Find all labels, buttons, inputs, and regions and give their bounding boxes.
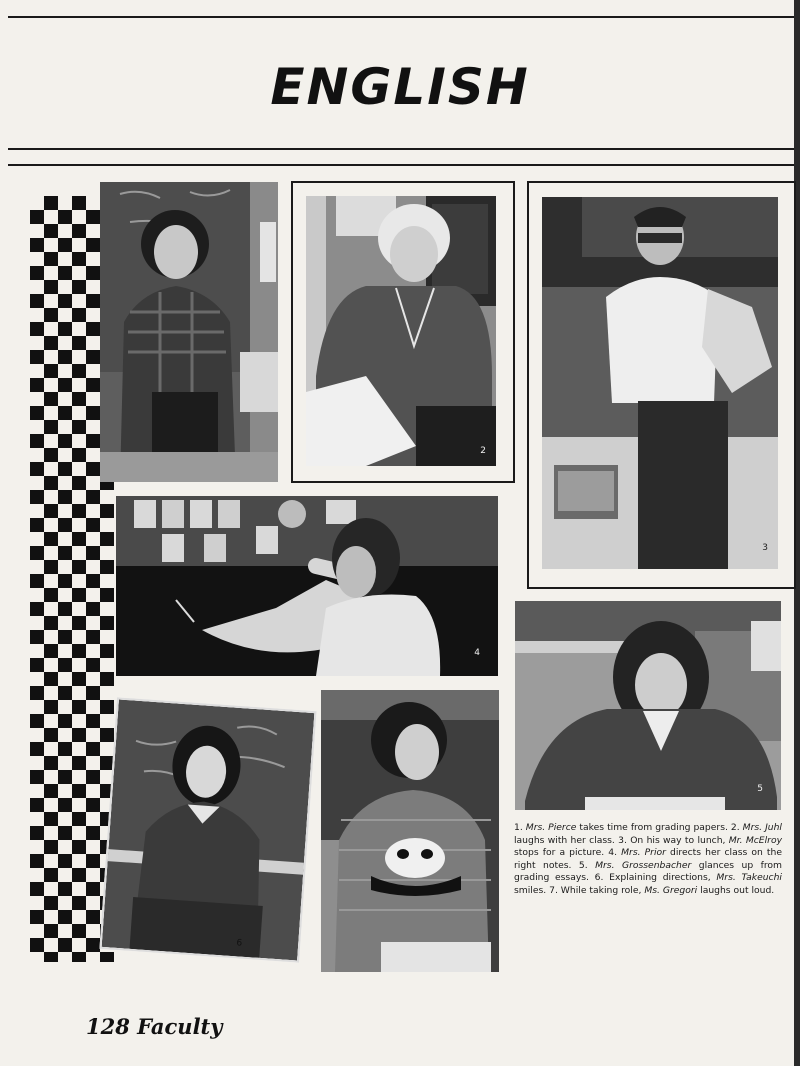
photo-1 xyxy=(100,182,278,482)
photo-number: 3 xyxy=(762,543,768,553)
caption-text: laughs out loud. xyxy=(697,884,775,896)
photo-3 xyxy=(542,197,778,569)
photo-7 xyxy=(321,690,499,972)
caption-name: Ms. Gregori xyxy=(644,884,698,896)
caption-text: 1. xyxy=(514,822,526,833)
caption-name: Mrs. Pierce xyxy=(525,822,577,833)
page-footer: 128 Faculty xyxy=(86,1014,223,1039)
photo-6 xyxy=(99,697,316,962)
title-rule-upper xyxy=(8,148,796,150)
caption-name: Mrs. Juhl xyxy=(742,822,782,833)
caption-name: Mr. McElroy xyxy=(728,834,783,846)
photo-4 xyxy=(116,496,498,676)
caption-name: Mrs. Prior xyxy=(621,847,666,859)
caption-text: glances up from grading essays. 6. Explaining directions, xyxy=(514,859,782,884)
title-rule-lower xyxy=(8,164,796,166)
photo-number: 6 xyxy=(236,938,243,949)
top-rule xyxy=(8,16,796,18)
photo-number: 4 xyxy=(474,648,480,658)
caption-text: directs her class on the right notes. 5. xyxy=(514,847,782,871)
page-title: ENGLISH xyxy=(270,58,530,116)
photo-number: 5 xyxy=(757,784,763,794)
caption-text: smiles. 7. While taking role, xyxy=(514,884,645,896)
photo-number: 2 xyxy=(480,446,486,456)
photo-5 xyxy=(515,601,781,810)
caption-name: Mrs. Grossenbacher xyxy=(595,859,692,871)
caption-text: takes time from grading papers. 2. xyxy=(576,822,743,833)
caption-text: stops for a picture. 4. xyxy=(514,847,622,859)
caption-name: Mrs. Takeuchi xyxy=(716,872,782,884)
caption-text: laughs with her class. 3. On his way to lunch, xyxy=(514,834,729,846)
photo-2 xyxy=(306,196,496,466)
photo-caption xyxy=(514,822,782,898)
